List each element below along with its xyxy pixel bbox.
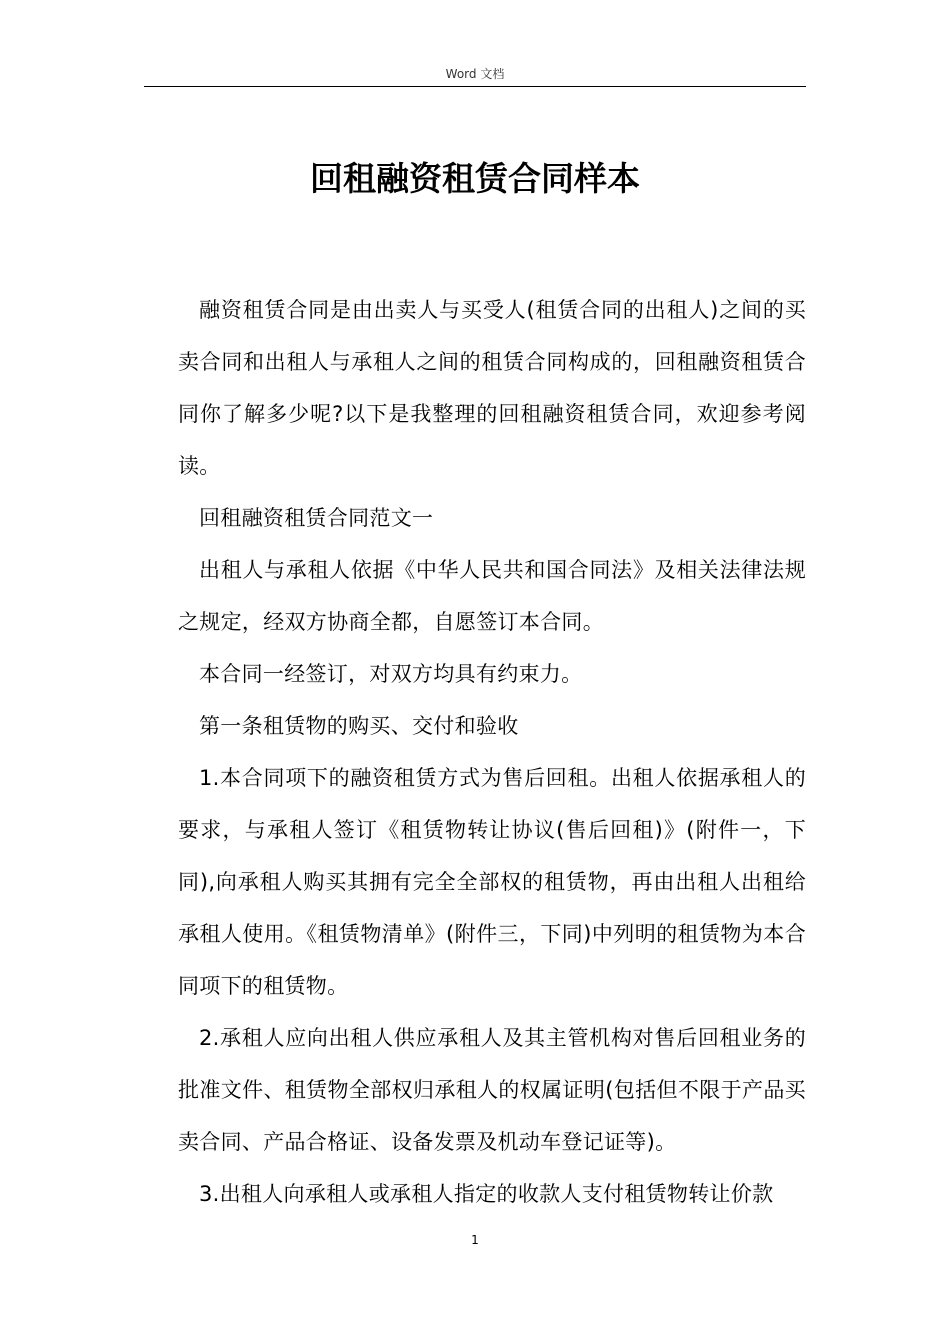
body-paragraph: 融资租赁合同是由出卖人与买受人(租赁合同的出租人)之间的买卖合同和出租人与承租人之间的租赁合同构成的，回租融资租赁合同你了解多少呢?以下是我整理的回租融资租赁合同，欢迎参考阅读。 [178, 298, 806, 478]
body-paragraph: 第一条租赁物的购买、交付和验收 [199, 714, 519, 738]
body-paragraph: 出租人与承租人依据《中华人民共和国合同法》及相关法律法规之规定，经双方协商全都，自愿签订本合同。 [178, 558, 806, 634]
body-paragraph: 3.出租人向承租人或承租人指定的收款人支付租赁物转让价款 [199, 1182, 774, 1206]
body-paragraph: 本合同一经签订，对双方均具有约束力。 [199, 662, 583, 686]
header-divider [144, 86, 806, 87]
body-paragraph: 1.本合同项下的融资租赁方式为售后回租。出租人依据承租人的要求，与承租人签订《租赁物转让协议(售后回租)》(附件一，下同),向承租人购买其拥有完全全部权的租赁物，再由出租人出租给承租人使用。《租赁物清单》(附件三，下同)中列明的租赁物为本合同项下的租赁物。 [178, 766, 806, 998]
page-number: 1 [471, 1233, 479, 1247]
document-body [178, 284, 806, 1220]
page-header: Word 文档 [445, 67, 505, 81]
body-paragraph: 2.承租人应向出租人供应承租人及其主管机构对售后回租业务的批准文件、租赁物全部权归承租人的权属证明(包括但不限于产品买卖合同、产品合格证、设备发票及机动车登记证等)。 [178, 1026, 806, 1154]
document-title: 回租融资租赁合同样本 [310, 159, 640, 198]
body-paragraph: 回租融资租赁合同范文一 [199, 506, 434, 530]
